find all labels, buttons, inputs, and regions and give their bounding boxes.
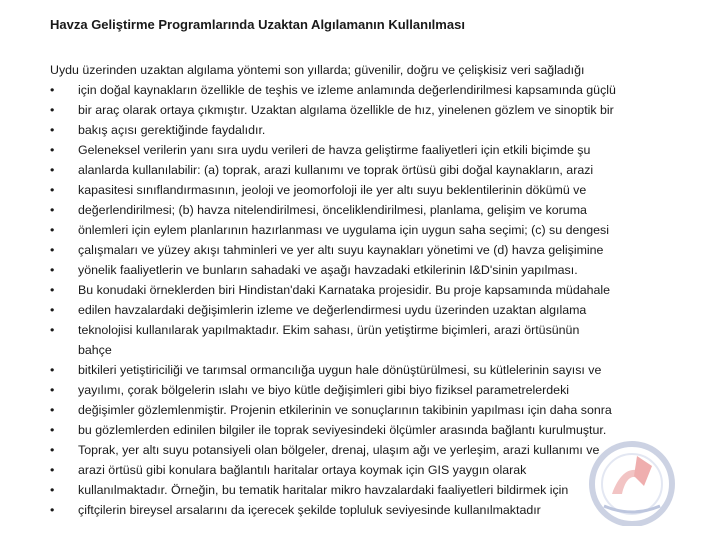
- list-item: [0, 140, 700, 160]
- bullet-icon: •: [50, 83, 55, 97]
- list-item: [0, 240, 700, 260]
- slide-title: Havza Geliştirme Programlarında Uzaktan Algılamanın Kullanılması: [50, 17, 465, 32]
- list-item-text: arazi örtüsü gibi konulara bağlantılı haritalar ortaya koymak için GIS yaygın olarak: [78, 463, 527, 477]
- intro-line: Uydu üzerinden uzaktan algılama yöntemi son yıllarda; güvenilir, doğru ve çelişkisiz veri sağladığı: [50, 63, 585, 77]
- list-item-text: yayılımı, çorak bölgelerin ıslahı ve biyo kütle değişimleri gibi biyo fiziksel parametrelerdeki: [78, 383, 570, 397]
- bullet-icon: •: [50, 203, 55, 217]
- list-item-text: Bu konudaki örneklerden biri Hindistan'daki Karnataka projesidir. Bu proje kapsamında müdahale: [78, 283, 611, 297]
- list-item: [0, 380, 700, 400]
- list-item: [0, 280, 700, 300]
- list-item-text: yönelik faaliyetlerin ve bunların sahadaki ve aşağı havzadaki etkilerinin I&D'sinin yapılması.: [78, 263, 578, 277]
- list-item-text: kullanılmaktadır. Örneğin, bu tematik haritalar mikro havzalardaki faaliyetleri bildirmek için: [78, 483, 569, 497]
- bullet-icon: •: [50, 243, 55, 257]
- bullet-icon: •: [50, 463, 55, 477]
- list-item-text: çalışmaları ve yüzey akışı tahminleri ve yer altı suyu kaynakları yönetimi ve (d) havza gelişimine: [78, 243, 604, 257]
- list-item-text: edilen havzalardaki değişimlerin izleme ve değerlendirmesi uydu üzerinden uzaktan algılama: [78, 303, 587, 317]
- bullet-icon: •: [50, 163, 55, 177]
- bullet-icon: •: [50, 223, 55, 237]
- bullet-icon: •: [50, 263, 55, 277]
- bullet-icon: •: [50, 443, 55, 457]
- list-item: [0, 200, 700, 220]
- list-item-text: alanlarda kullanılabilir: (a) toprak, arazi kullanımı ve toprak örtüsü gibi doğal kaynakların, arazi: [78, 163, 594, 177]
- list-item: [0, 300, 700, 320]
- bullet-icon: •: [50, 383, 55, 397]
- list-item: [0, 180, 700, 200]
- list-item-text: bir araç olarak ortaya çıkmıştır. Uzaktan algılama özellikle de hız, yinelenen gözlem ve sinoptik bir: [78, 103, 614, 117]
- list-item: [0, 120, 700, 140]
- list-item: [0, 100, 700, 120]
- bullet-icon: •: [50, 483, 55, 497]
- list-item-text: için doğal kaynakların özellikle de teşhis ve izleme anlamında değerlendirilmesi kapsamında güçlü: [78, 83, 616, 97]
- bullet-icon: •: [50, 323, 55, 337]
- bullet-icon: •: [50, 503, 55, 517]
- list-item-text: teknolojisi kullanılarak yapılmaktadır. Ekim sahası, ürün yetiştirme biçimleri, arazi örtüsünün: [78, 323, 580, 337]
- list-item-text: Toprak, yer altı suyu potansiyeli olan bölgeler, drenaj, ulaşım ağı ve yerleşim, arazi kullanımı ve: [78, 443, 600, 457]
- list-item: [0, 220, 700, 240]
- list-item-text: değişimler gözlemlenmiştir. Projenin etkilerinin ve sonuçlarının takibinin yapılması için daha sonra: [78, 403, 612, 417]
- list-item: [0, 260, 700, 280]
- bullet-icon: •: [50, 123, 55, 137]
- bullet-icon: •: [50, 403, 55, 417]
- list-item-text: bakış açısı gerektiğinde faydalıdır.: [78, 123, 266, 137]
- list-item: [0, 80, 700, 100]
- bullet-icon: •: [50, 183, 55, 197]
- bullet-icon: •: [50, 303, 55, 317]
- list-item-text: çiftçilerin bireysel arsalarını da içerecek şekilde topluluk seviyesinde kullanılmaktadır: [78, 503, 541, 517]
- watermark-logo-icon: [582, 436, 688, 526]
- bullet-icon: •: [50, 363, 55, 377]
- bullet-icon: •: [50, 283, 55, 297]
- bullet-icon: •: [50, 143, 55, 157]
- bullet-icon: •: [50, 103, 55, 117]
- list-item: [0, 320, 700, 340]
- bullet-icon: •: [50, 423, 55, 437]
- list-item: [0, 360, 700, 380]
- list-item-text: önlemleri için eylem planlarının hazırlanması ve uygulama için uygun saha seçimi; (c) su dengesi: [78, 223, 609, 237]
- list-item-text: Geleneksel verilerin yanı sıra uydu verileri de havza geliştirme faaliyetleri için etkili biçimde şu: [78, 143, 591, 157]
- list-item: [0, 160, 700, 180]
- list-item-text: bahçe: [78, 343, 112, 357]
- list-item-text: değerlendirilmesi; (b) havza nitelendirilmesi, önceliklendirilmesi, planlama, gelişim ve koruma: [78, 203, 587, 217]
- list-item-text: kapasitesi sınıflandırmasının, jeoloji ve jeomorfoloji ile yer altı suyu beklentilerinin dökümü ve: [78, 183, 587, 197]
- list-item-text: bitkileri yetiştiriciliği ve tarımsal ormancılığa uygun hale dönüştürülmesi, su kütlelerinin sayısı ve: [78, 363, 602, 377]
- list-item: [0, 340, 700, 360]
- list-item-text: bu gözlemlerden edinilen bilgiler ile toprak seviyesindeki ölçümler arasında bağlantı kurulmuştur.: [78, 423, 607, 437]
- list-item: [0, 400, 700, 420]
